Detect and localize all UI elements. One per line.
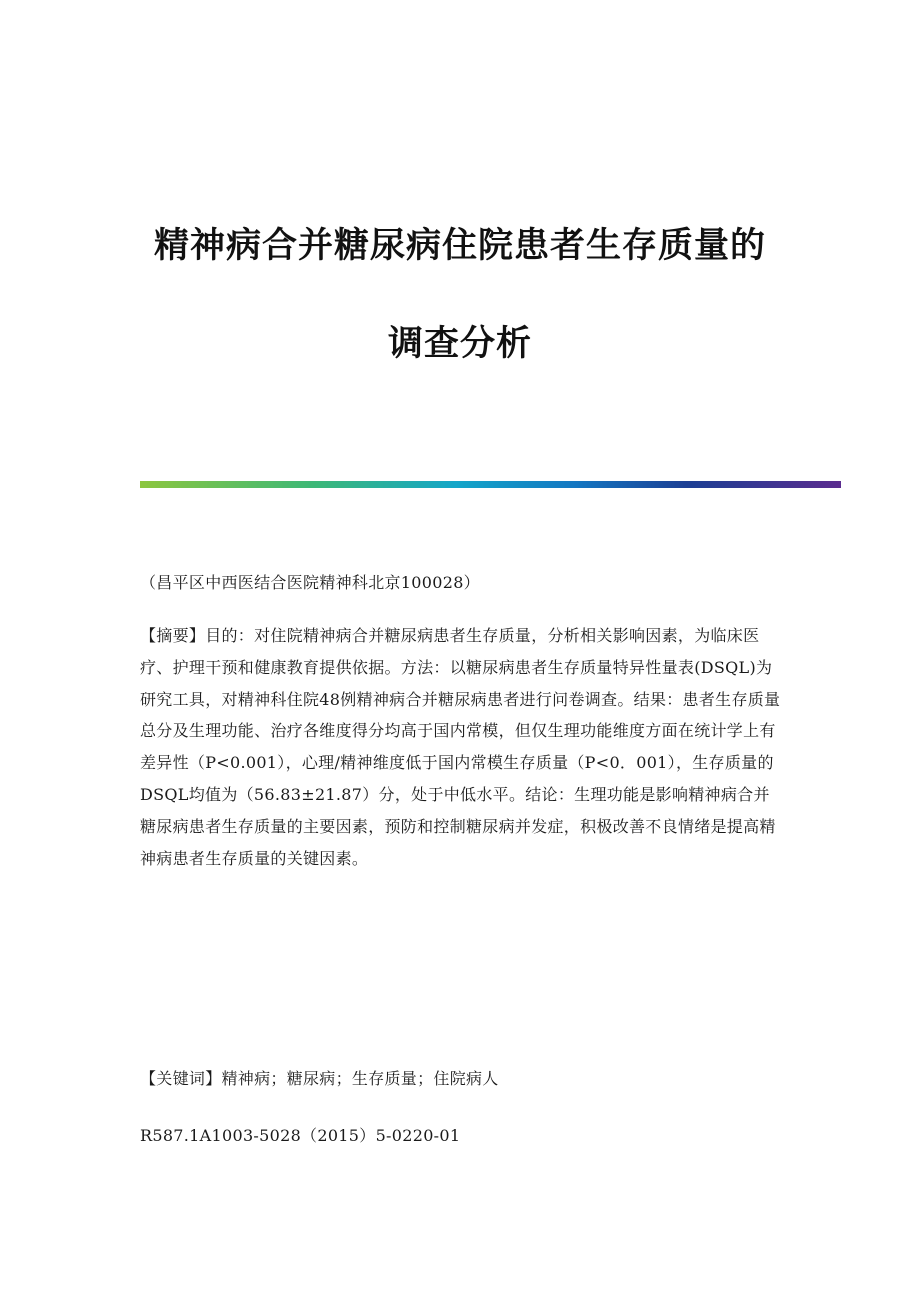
author-affiliation: （昌平区中西医结合医院精神科北京100028） <box>140 573 480 592</box>
abstract-paragraph: 【摘要】目的：对住院精神病合并糖尿病患者生存质量，分析相关影响因素，为临床医疗、护理干预和健康教育提供依据。方法：以糖尿病患者生存质量特异性量表(DSQL)为研究工具，对精神科住院48例精神病合并糖尿病患者进行问卷调查。结果：患者生存质量总分及生理功能、治疗各维度得分均高于国内常模，但仅生理功能维度方面在统计学上有差异性（P<0.001），心理/精神维度低于国内常模生存质量（P<0．001），生存质量的DSQL均值为（56.83±21.87）分，处于中低水平。结论：生理功能是影响精神病合并糖尿病患者生存质量的主要因素，预防和控制糖尿病并发症，积极改善不良情绪是提高精神病患者生存质量的关键因素。 <box>140 626 781 868</box>
title-line-2: 调查分析 <box>387 324 532 364</box>
title-line-1: 精神病合并糖尿病住院患者生存质量的 <box>153 226 766 266</box>
gradient-divider <box>140 481 841 488</box>
classification-code: R587.1A1003-5028（2015）5-0220-01 <box>140 1126 461 1145</box>
keywords-line: 【关键词】精神病；糖尿病；生存质量；住院病人 <box>140 1069 499 1088</box>
